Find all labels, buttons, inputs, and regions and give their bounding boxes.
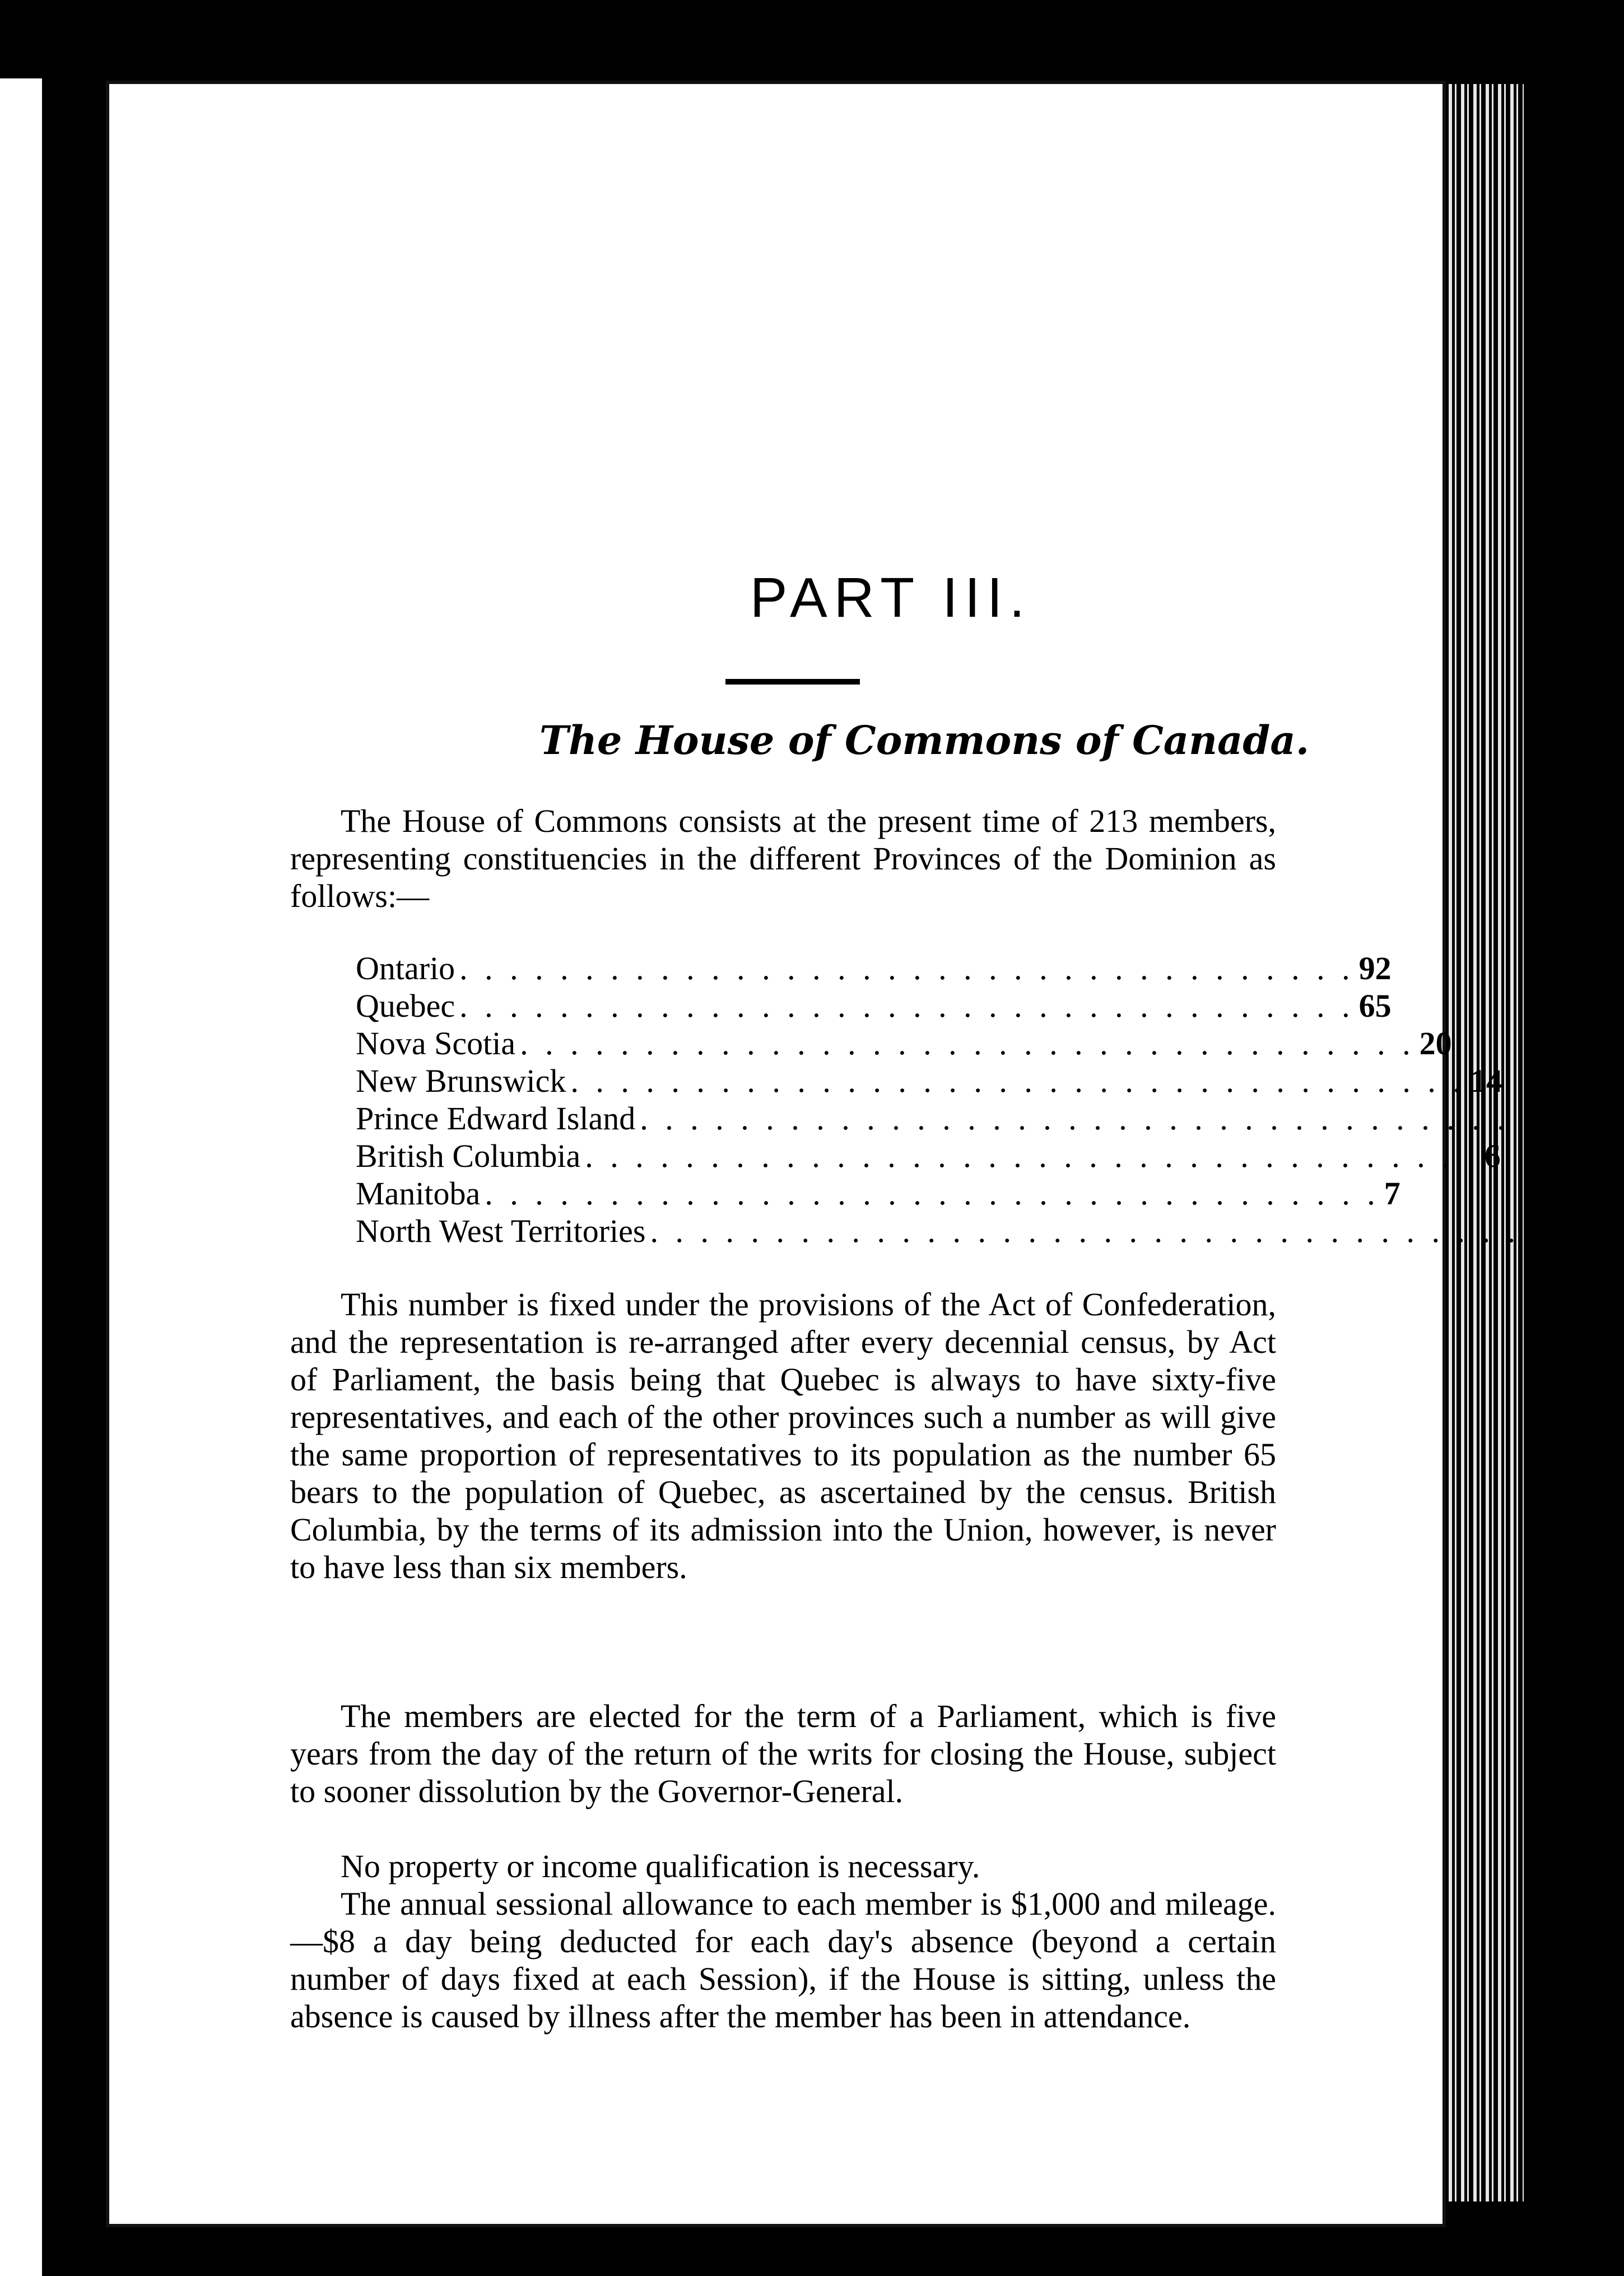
representation-paragraph: This number is fixed under the provisions of the Act of Confederation, and the representation is re-arranged after every decennial census, by Act of Parliament, the basis being that Quebec is always to have sixty-five representatives, and each of the other provinces such a number as will give the same proportion of representatives to its population as the number 65 bears to the population of Quebec, as ascertained by the census. British Columbia, by the terms of its admission into the Union, however, is never to have less than six members. bbox=[290, 1286, 1276, 1585]
leader-dots: . . . . . . . . . . . . . . . . . . . . . . . . . . . . . . . . . . . . bbox=[650, 1213, 1545, 1249]
member-count: 92 bbox=[1358, 950, 1392, 986]
leader-dots: . . . . . . . . . . . . . . . . . . . . . . . . . . . . . . . . . . . . bbox=[459, 950, 1355, 986]
term-paragraph: The members are elected for the term of a Parliament, which is five years from the day of the return of the writs for closing the House, subject to sooner dissolution by the Governor-General. bbox=[290, 1698, 1276, 1809]
representation-table bbox=[356, 950, 1566, 1250]
province-name: British Columbia bbox=[356, 1138, 581, 1174]
book-page bbox=[109, 84, 1566, 2224]
province-name: Prince Edward Island bbox=[356, 1100, 636, 1137]
table-row bbox=[356, 1175, 1400, 1212]
leader-dots: . . . . . . . . . . . . . . . . . . . . . . . . . . . . . . . . . . . . bbox=[640, 1100, 1535, 1137]
chapter-title: The House of Commons of Canada. bbox=[539, 717, 1310, 764]
table-row bbox=[356, 1212, 1566, 1250]
table-row bbox=[356, 1137, 1501, 1175]
table-row bbox=[356, 1100, 1556, 1137]
table-row bbox=[356, 1025, 1452, 1062]
part-heading: PART III. bbox=[750, 566, 1032, 629]
member-count: 20 bbox=[1419, 1025, 1452, 1062]
table-row bbox=[356, 1062, 1502, 1100]
member-count: 5 bbox=[1539, 1100, 1556, 1137]
leader-dots: . . . . . . . . . . . . . . . . . . . . . . . . . . . . . . . . . . . . bbox=[485, 1175, 1380, 1212]
table-row bbox=[356, 987, 1392, 1025]
province-name: Manitoba bbox=[356, 1175, 481, 1212]
heading-rule bbox=[725, 679, 860, 685]
member-count: 7 bbox=[1384, 1175, 1400, 1212]
leader-dots: . . . . . . . . . . . . . . . . . . . . . . . . . . . . . . . . . . . . bbox=[520, 1025, 1415, 1062]
member-count: 14 bbox=[1469, 1063, 1502, 1099]
province-name: New Brunswick bbox=[356, 1063, 566, 1099]
province-name: Quebec bbox=[356, 988, 455, 1024]
leader-dots: . . . . . . . . . . . . . . . . . . . . . . . . . . . . . . . . . . . . bbox=[570, 1063, 1465, 1099]
member-count: 65 bbox=[1358, 988, 1392, 1024]
property-paragraph: No property or income qualification is necessary. bbox=[341, 1848, 980, 1884]
leader-dots: . . . . . . . . . . . . . . . . . . . . . . . . . . . . . . . . . . . . bbox=[459, 988, 1355, 1024]
leader-dots: . . . . . . . . . . . . . . . . . . . . . . . . . . . . . . . . . . . . bbox=[585, 1138, 1480, 1174]
member-count: 6 bbox=[1484, 1138, 1501, 1174]
left-page-edge bbox=[0, 78, 42, 2276]
member-count: 4 bbox=[1549, 1213, 1566, 1249]
province-name: Ontario bbox=[356, 950, 455, 986]
province-name: Nova Scotia bbox=[356, 1025, 516, 1062]
allowance-paragraph: The annual sessional allowance to each member is $1,000 and mileage.—$8 a day being deducted for each day's absence (beyond a certain number of days fixed at each Session), if the House is sitting, unless the absence is caused by illness after the member has been in attendance. bbox=[290, 1886, 1276, 2035]
intro-paragraph: The House of Commons consists at the present time of 213 members, representing constituencies in the different Provinces of the Dominion as follows:— bbox=[290, 803, 1276, 914]
table-row bbox=[356, 950, 1392, 987]
province-name: North West Territories bbox=[356, 1213, 646, 1249]
